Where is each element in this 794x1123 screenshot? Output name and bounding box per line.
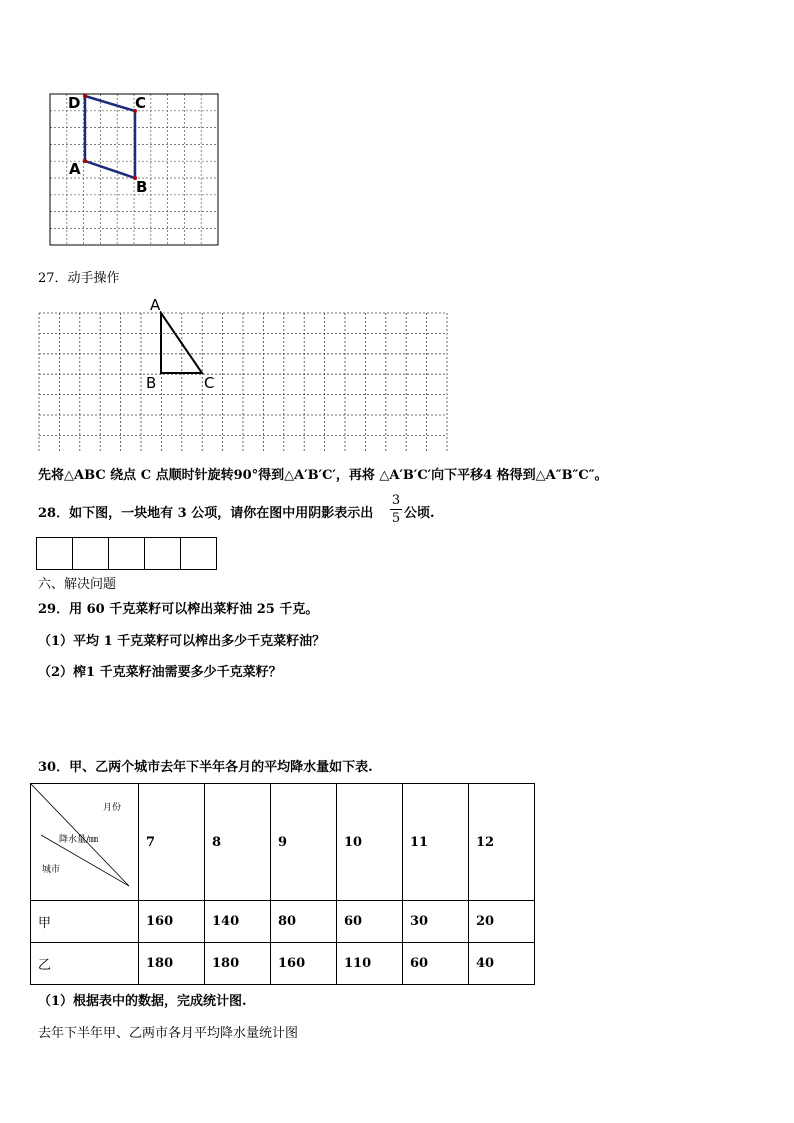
vertex-label-d: D [68,94,81,112]
section-title: 六、解决问题 [38,577,117,592]
header-rain-label: 降水量/㎜ [59,835,99,845]
value-cell: 60 [403,943,469,985]
month-header: 10 [337,784,403,901]
value-cell: 160 [139,901,205,943]
q28-text-after: 公顷. [404,506,435,521]
chart-title: 去年下半年甲、乙两市各月平均降水量统计图 [38,1026,299,1041]
land-cells [37,537,217,570]
header-month-label: 月份 [103,803,122,813]
q29-sub2: （2）榨1 千克菜籽油需要多少千克菜籽？ [38,665,282,680]
q27-title: 27．动手操作 [38,271,120,286]
value-cell: 180 [205,943,271,985]
value-cell: 80 [271,901,337,943]
parallelogram-abcd [85,96,135,178]
value-cell: 180 [139,943,205,985]
triangle-label-b: B [146,374,157,392]
vertex-label-a: A [69,160,81,178]
q27-instruction: 先将△ABC 绕点 C 点顺时针旋转90°得到△A′B′C′，再将 △A′B′C′向下平移4 格得到△A″B″C″。 [38,468,608,483]
value-cell: 140 [205,901,271,943]
value-cell: 160 [271,943,337,985]
land-cell[interactable] [72,537,109,570]
header-city-label: 城市 [42,865,61,875]
fraction-numerator: 3 [391,493,401,508]
diagonal-header-cell [31,784,139,901]
value-cell: 30 [403,901,469,943]
table-header-row [31,784,535,901]
q30-title: 30．甲、乙两个城市去年下半年各月的平均降水量如下表. [38,760,373,775]
land-cell[interactable] [180,537,217,570]
value-cell: 60 [337,901,403,943]
land-cell[interactable] [144,537,181,570]
month-header: 9 [271,784,337,901]
month-header: 8 [205,784,271,901]
value-cell: 20 [469,901,535,943]
city-cell: 乙 [31,943,139,985]
city-cell: 甲 [31,901,139,943]
fraction-three-fifths [390,493,402,526]
table-row [31,943,535,985]
triangle-grid-figure [37,311,451,456]
q28-text: 28．如下图，一块地有 3 公项，请你在图中用阴影表示出 [38,506,374,521]
value-cell: 110 [337,943,403,985]
q30-sub1: （1）根据表中的数据，完成统计图. [38,994,247,1009]
table-row [31,901,535,943]
month-header: 12 [469,784,535,901]
month-header: 11 [403,784,469,901]
land-cell[interactable] [36,537,73,570]
vertex-label-b: B [136,178,148,196]
month-header: 7 [139,784,205,901]
rainfall-table [30,783,535,985]
triangle-label-a: A [150,296,161,314]
vertex-label-c: C [135,94,147,112]
q29-sub1: （1）平均 1 千克菜籽可以榨出多少千克菜籽油？ [38,634,326,649]
value-cell: 40 [469,943,535,985]
land-cell[interactable] [108,537,145,570]
triangle-label-c: C [204,374,215,392]
fraction-denominator: 5 [391,511,401,526]
q29-title: 29．用 60 千克菜籽可以榨出菜籽油 25 千克。 [38,602,319,617]
